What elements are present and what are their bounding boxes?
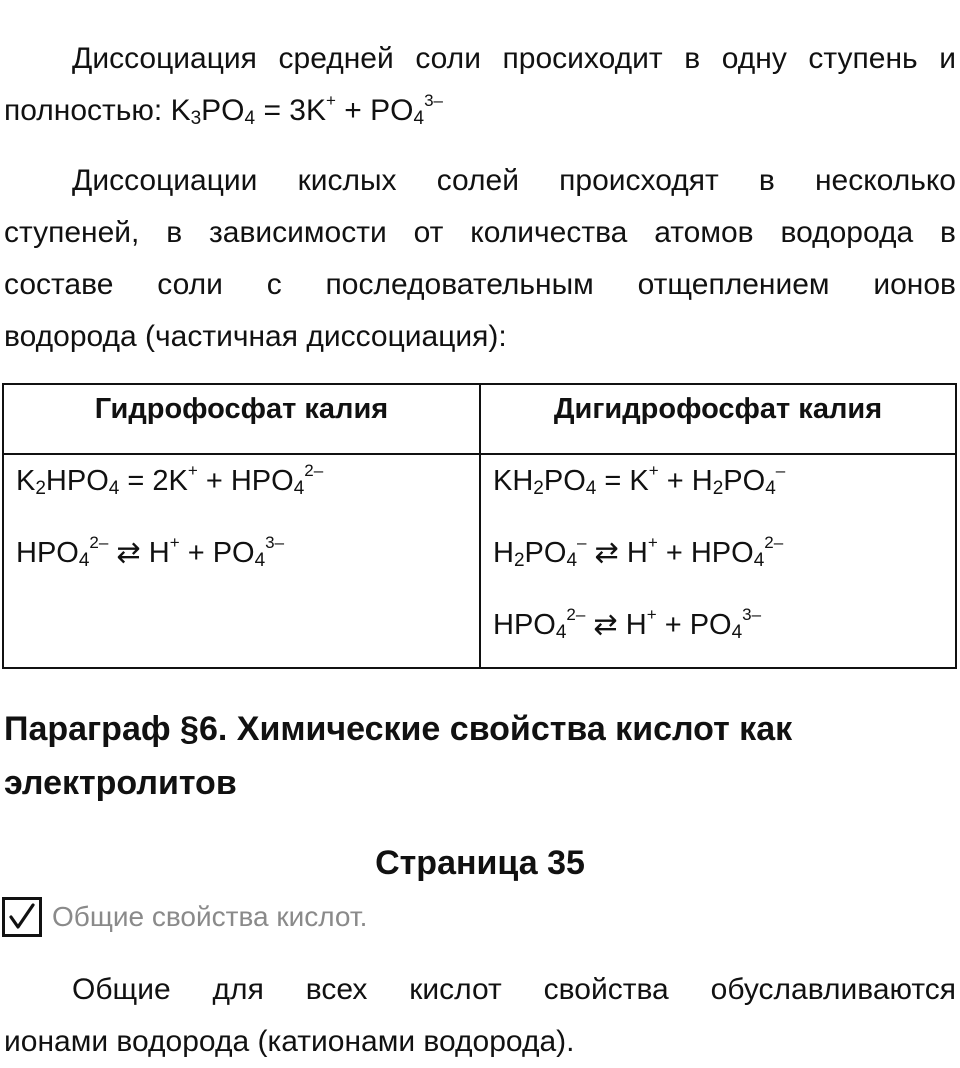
checkmark-icon [7, 902, 37, 932]
checkbox[interactable] [2, 897, 42, 937]
paragraph-line: Диссоциация средней соли просиходит в одну ступень и [72, 42, 956, 75]
paragraph-line: Диссоциации кислых солей происходят в несколько [72, 164, 956, 197]
equation: $KH_2PO_4 = K^+ + H_2PO_4^-$ [493, 461, 786, 499]
equation: $HPO_4^{2-}$ ⇄ $H^+ + PO_4^{3-}$ [16, 533, 285, 571]
dissociation-table [2, 383, 957, 669]
table-row [3, 454, 956, 668]
table-header-row [3, 384, 956, 454]
equation: $HPO_4^{2-}$ ⇄ $H^+ + PO_4^{3-}$ [493, 605, 762, 643]
equation: $H_2PO_4^-$ ⇄ $H^+ + HPO_4^{2-}$ [493, 533, 784, 571]
paragraph-line: водорода (частичная диссоциация): [4, 320, 507, 353]
paragraph-line: составе соли с последовательным отщеплением ионов [4, 268, 956, 301]
paragraph-line: ионами водорода (катионами водорода). [4, 1025, 575, 1058]
paragraph-line: полностью: $K_3PO_4 = 3K^+ + PO_4^{3-}$ [4, 91, 443, 129]
section-heading: Параграф §6. Химические свойства кислот как электролитов [4, 710, 793, 802]
paragraph-acid-salts [4, 155, 956, 363]
table-cell-hydrophosphate [3, 454, 480, 668]
table-cell-dihydrophosphate [480, 454, 956, 668]
page-number-title: Страница 35 [375, 844, 585, 882]
paragraph-line: Общие для всех кислот свойства обуславливаются [72, 973, 956, 1006]
formula-k3po4: $K_3PO_4 = 3K^+ + PO_4^{3-}$ [170, 91, 443, 129]
checklist-item-label: Общие свойства кислот. [52, 901, 368, 932]
paragraph-line: ступеней, в зависимости от количества атомов водорода в [4, 216, 956, 249]
paragraph-salt-dissociation [4, 33, 956, 137]
table-header-hydrophosphate: Гидрофосфат калия [3, 384, 480, 454]
paragraph-acid-properties [4, 964, 956, 1068]
equation: $K_2HPO_4 = 2K^+ + HPO_4^{2-}$ [16, 461, 324, 499]
table-header-dihydrophosphate: Дигидрофосфат калия [480, 384, 956, 454]
checklist-item[interactable] [2, 893, 367, 941]
